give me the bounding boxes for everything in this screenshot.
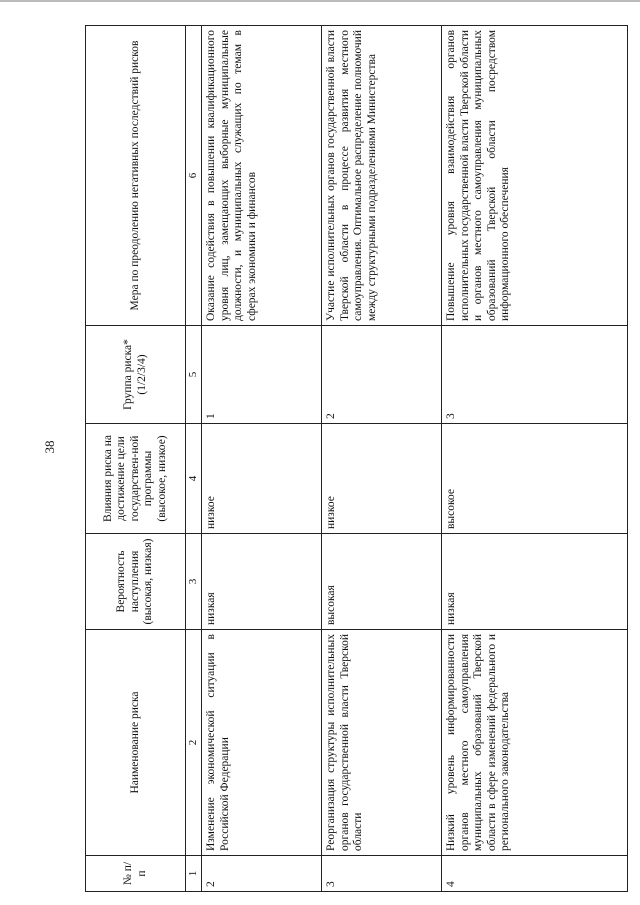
column-number: 5 <box>186 326 202 424</box>
risk-table-rotated <box>85 26 627 892</box>
risk-impact: низкое <box>202 424 322 534</box>
risk-group: 1 <box>202 326 322 424</box>
header-number: № п/п <box>86 856 186 892</box>
header-risk-group: Группа риска* (1/2/3/4) <box>86 326 186 424</box>
table-row <box>322 26 442 892</box>
risk-name: Низкий уровень информированности органов местного самоуправления муниципальных образований Тверской области в сфере изменений федерального и регионального законодательства <box>442 630 628 856</box>
column-number: 6 <box>186 26 202 326</box>
risk-group: 2 <box>322 326 442 424</box>
header-probability: Вероятность наступления (высокая, низкая) <box>86 534 186 630</box>
header-measure: Мера по преодолению негативных последствий рисков <box>86 26 186 326</box>
table-row <box>202 26 322 892</box>
risk-table <box>85 25 628 892</box>
risk-probability: высокая <box>322 534 442 630</box>
column-number: 2 <box>186 630 202 856</box>
page-number: 38 <box>42 440 57 454</box>
risk-measure: Повышение уровня взаимодействия органов исполнительных государственной власти Тверской области и органов местного самоуправления муниципальных образований Тверской области посредством информационного обеспечения <box>442 26 628 326</box>
risk-name: Изменение экономической ситуации в Российской Федерации <box>202 630 322 856</box>
column-number: 1 <box>186 856 202 892</box>
risk-measure: Участие исполнительных органов государственной власти Тверской области в процессе развития местного самоуправления. Оптимальное распределение полномочий между структурными подразделениями Министерства <box>322 26 442 326</box>
risk-measure: Оказание содействия в повышении квалификационного уровня лиц, замещающих выборные муниципальные должности, и муниципальных служащих по темам в сферах экономики и финансов <box>202 26 322 326</box>
column-number-row <box>186 26 202 892</box>
risk-probability: низкая <box>202 534 322 630</box>
row-number: 4 <box>442 856 628 892</box>
table-row <box>442 26 628 892</box>
row-number: 3 <box>322 856 442 892</box>
column-number: 4 <box>186 424 202 534</box>
risk-impact: высокое <box>442 424 628 534</box>
row-number: 2 <box>202 856 322 892</box>
risk-name: Реорганизация структуры исполнительных органов государственной власти Тверской области <box>322 630 442 856</box>
rotated-table-area <box>85 26 627 892</box>
table-header-row <box>86 26 186 892</box>
risk-group: 3 <box>442 326 628 424</box>
risk-probability: низкая <box>442 534 628 630</box>
column-number: 3 <box>186 534 202 630</box>
scan-edge-line <box>0 0 640 2</box>
header-impact: Влияния риска на достижение цели государствен-ной программы (высокое, низкое) <box>86 424 186 534</box>
risk-impact: низкое <box>322 424 442 534</box>
header-risk-name: Наименование риска <box>86 630 186 856</box>
